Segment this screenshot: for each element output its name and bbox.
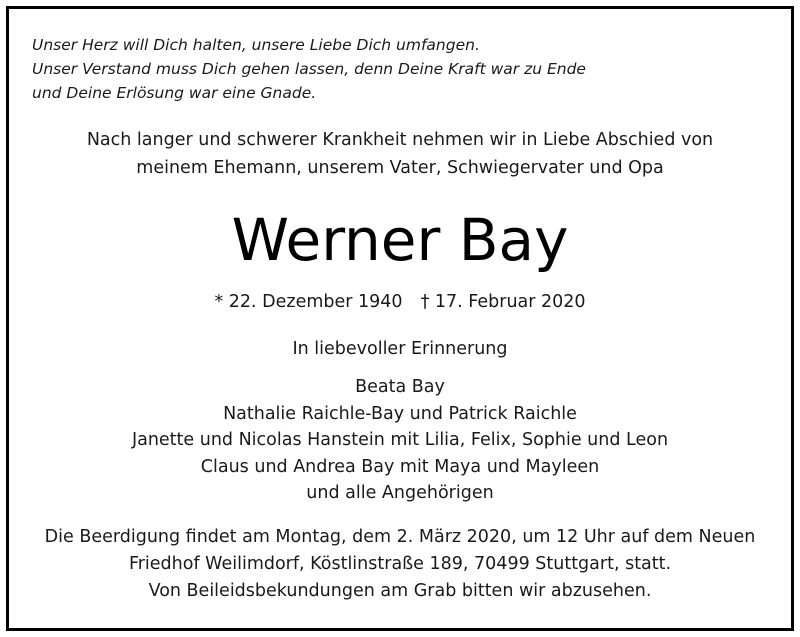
deceased-name: Werner Bay xyxy=(231,206,569,274)
intro-line: meinem Ehemann, unserem Vater, Schwiegervater und Opa xyxy=(136,158,664,178)
motto-line: Unser Herz will Dich halten, unsere Liebe Dich umfangen. xyxy=(32,36,480,54)
family-line: Beata Bay xyxy=(355,377,445,397)
funeral-notice xyxy=(0,524,800,605)
family-line: Claus und Andrea Bay mit Maya und Mayleen xyxy=(200,456,600,477)
family-line: Janette und Nicolas Hanstein mit Lilia, Felix, Sophie und Leon xyxy=(131,430,669,450)
funeral-line: Friedhof Weilimdorf, Köstlinstraße 189, 70499 Stuttgart, statt. xyxy=(128,554,672,574)
family-list xyxy=(0,374,800,507)
funeral-line: Die Beerdigung findet am Montag, dem 2. März 2020, um 12 Uhr auf dem Neuen xyxy=(44,527,756,547)
obituary-motto xyxy=(32,33,586,105)
obituary-intro xyxy=(0,126,800,182)
funeral-line: Von Beileidsbekundungen am Grab bitten wir abzusehen. xyxy=(148,581,652,601)
birth-date: * 22. Dezember 1940 xyxy=(214,292,403,312)
motto-line: und Deine Erlösung war eine Gnade. xyxy=(32,84,317,102)
death-date: † 17. Februar 2020 xyxy=(420,292,586,312)
family-line: Nathalie Raichle-Bay und Patrick Raichle xyxy=(223,403,577,424)
family-line: und alle Angehörigen xyxy=(306,483,494,503)
motto-line: Unser Verstand muss Dich gehen lassen, denn Deine Kraft war zu Ende xyxy=(32,60,586,78)
remembrance-line: In liebevoller Erinnerung xyxy=(292,339,508,359)
life-dates xyxy=(0,289,800,315)
intro-line: Nach langer und schwerer Krankheit nehmen wir in Liebe Abschied von xyxy=(86,130,714,150)
